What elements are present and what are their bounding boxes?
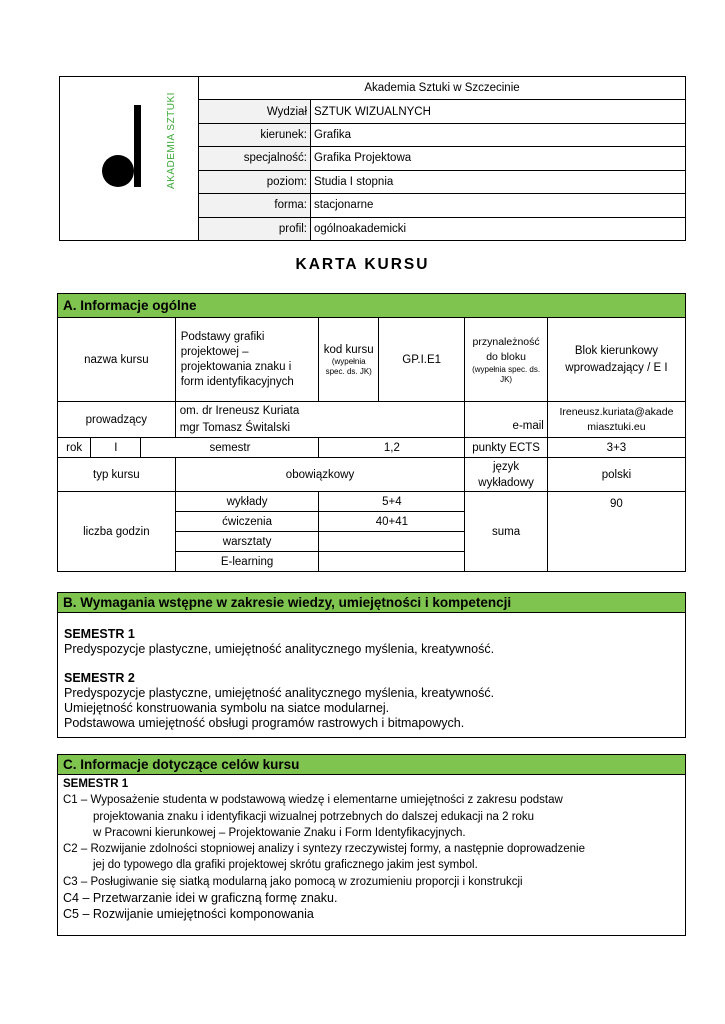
sum-value: 90 (547, 492, 685, 572)
course-code-note: (wypełnia spec. ds. JK) (325, 356, 372, 376)
specialty-label: specjalność: (199, 147, 311, 170)
section-b-heading: B. Wymagania wstępne w zakresie wiedzy, umiejętności i kompetencji (58, 593, 685, 613)
profile-value: ogólnoakademicki (311, 217, 686, 240)
section-a-heading: A. Informacje ogólne (58, 294, 686, 318)
req-sem2-line-2: Umiejętność konstruowania symbolu na siatce modularnej. (64, 701, 390, 715)
goal-c2-line-1: C2 – Rozwijanie zdolności stopniowej analizy i syntezy rzeczywistej formy, a następnie doprowadzenie (63, 843, 586, 856)
req-sem2-title: SEMESTR 2 (64, 671, 135, 685)
field-label: kierunek: (199, 123, 311, 146)
ects-label: punkty ECTS (465, 438, 548, 458)
lecturer-1: om. dr Ireneusz Kuriata (179, 404, 300, 417)
goal-c1-line-2: projektowania znaku i identyfikacji wizualnej potrzebnych do dalszej edukacji na 2 roku (93, 810, 535, 823)
level-label: poziom: (199, 170, 311, 193)
year-label: rok (58, 438, 91, 458)
block-label: przynależność do bloku (472, 335, 540, 363)
email-label: e-mail (465, 402, 548, 438)
block-label-cell (465, 318, 548, 402)
req-sem1-title: SEMESTR 1 (64, 627, 135, 641)
goal-c1-line-3: w Pracowni kierunkowej – Projektowanie Znaku i Form Identyfikacyjnych. (93, 826, 466, 839)
logo-text: AKADEMIA SZTUKI (166, 92, 177, 189)
level-value: Studia I stopnia (311, 170, 686, 193)
block-value: Blok kierunkowy wprowadzający / E I (547, 318, 685, 402)
req-sem2-line-1: Predyspozycje plastyczne, umiejętność analitycznego myślenia, kreatywność. (64, 686, 495, 700)
faculty-label: Wydział (199, 100, 311, 123)
specialty-value: Grafika Projektowa (311, 147, 686, 170)
header-table (59, 76, 686, 241)
goals-sem-title: SEMESTR 1 (63, 778, 129, 790)
hours-name-lectures: wykłady (175, 492, 319, 512)
lecturer-label: prowadzący (58, 402, 176, 438)
field-value: Grafika (311, 123, 686, 146)
course-code: GP.I.E1 (379, 318, 465, 402)
goal-c2-line-2: jej do typowego dla grafiki projektowej skrótu graficznego jakim jest symbol. (93, 859, 478, 872)
goal-c4: C4 – Przetwarzanie idei w graficzną formę znaku. (63, 891, 338, 906)
sum-label: suma (465, 492, 548, 572)
req-sem2-line-3: Podstawowa umiejętność obsługi programów rastrowych i bitmapowych. (64, 716, 465, 730)
year-value: I (91, 438, 141, 458)
course-name: Podstawy grafiki projektowej – projektowania znaku i form identyfikacyjnych (175, 318, 319, 402)
goal-c3: C3 – Posługiwanie się siatką modularną jako pomocą w zrozumieniu proporcji i konstrukcji (63, 875, 523, 888)
academy-logo (60, 77, 198, 237)
hours-name-workshops: warsztaty (175, 532, 319, 552)
semester-label: semestr (141, 438, 319, 458)
lecturer-2: mgr Tomasz Świtalski (179, 421, 291, 434)
language-label: język wykładowy (465, 458, 548, 492)
language-value: polski (547, 458, 685, 492)
section-c-heading: C. Informacje dotyczące celów kursu (58, 755, 685, 775)
semester-value: 1,2 (319, 438, 465, 458)
course-code-label-cell (319, 318, 379, 402)
form-label: forma: (199, 194, 311, 217)
course-type-value: obowiązkowy (175, 458, 465, 492)
hours-value-workshops (319, 532, 465, 552)
hours-label: liczba godzin (58, 492, 176, 572)
lecturers-cell (175, 402, 465, 438)
email-value: Ireneusz.kuriata@akademiasztuki.eu (547, 402, 685, 438)
logo-cell (60, 77, 199, 241)
block-note: (wypełnia spec. ds. JK) (472, 364, 541, 384)
goals-section (57, 754, 686, 936)
req-sem1-line-1: Predyspozycje plastyczne, umiejętność analitycznego myślenia, kreatywność. (64, 642, 495, 656)
course-name-label: nazwa kursu (58, 318, 176, 402)
hours-name-exercises: ćwiczenia (175, 512, 319, 532)
hours-value-exercises: 40+41 (319, 512, 465, 532)
profile-label: profil: (199, 217, 311, 240)
university-name: Akademia Sztuki w Szczecinie (199, 77, 686, 100)
hours-name-elearning: E-learning (175, 552, 319, 572)
hours-value-lectures: 5+4 (319, 492, 465, 512)
page-title: KARTA KURSU (295, 256, 430, 273)
goal-c5: C5 – Rozwijanie umiejętności komponowania (63, 907, 314, 922)
requirements-section (57, 592, 686, 738)
goal-c1-line-1: C1 – Wyposażenie studenta w podstawową wiedzę i elementarne umiejętności z zakresu podstaw (63, 794, 563, 807)
faculty-value: SZTUK WIZUALNYCH (311, 100, 686, 123)
form-value: stacjonarne (311, 194, 686, 217)
hours-value-elearning (319, 552, 465, 572)
ects-value: 3+3 (547, 438, 685, 458)
course-type-label: typ kursu (58, 458, 176, 492)
course-code-label: kod kursu (323, 343, 374, 356)
general-info-table (57, 293, 686, 572)
